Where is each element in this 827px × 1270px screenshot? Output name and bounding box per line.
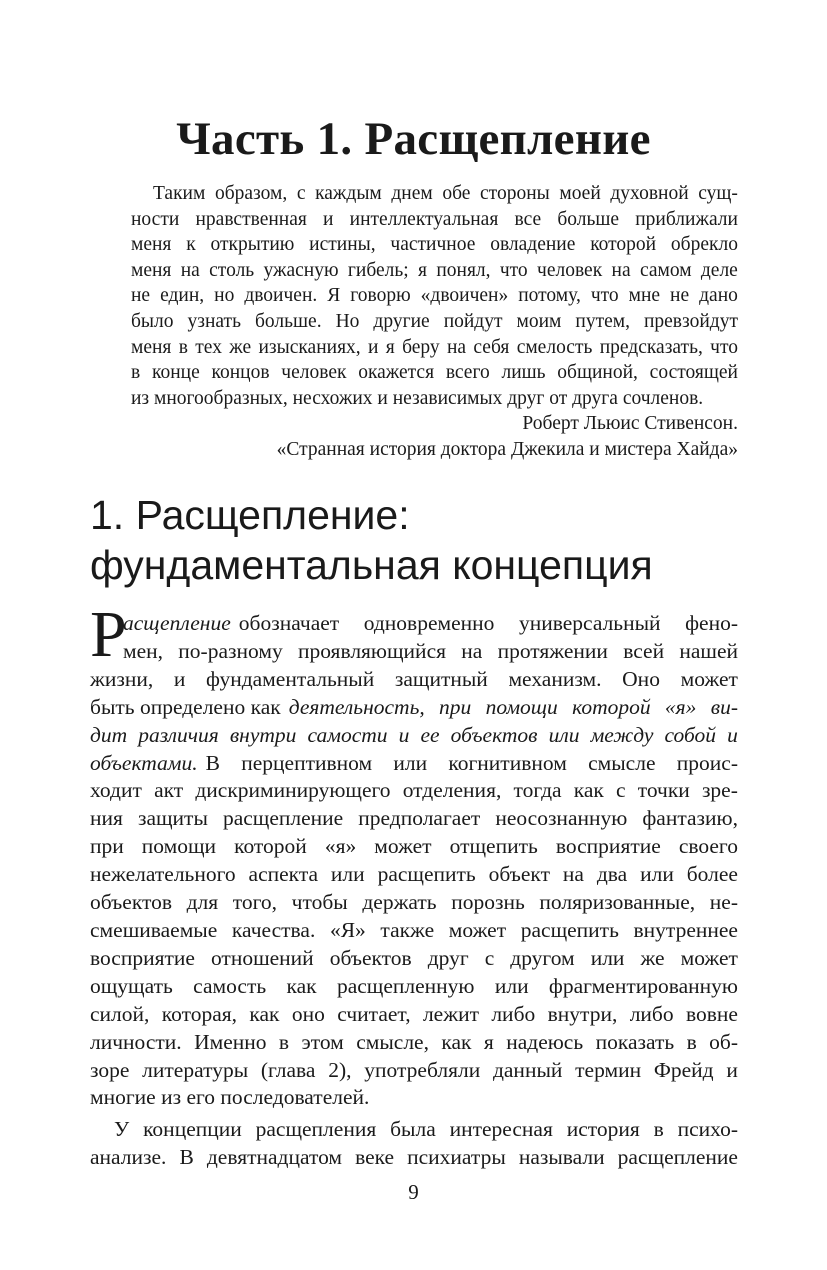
word: история <box>566 1117 640 1142</box>
word: с <box>484 945 495 970</box>
word: «Я» <box>329 917 366 942</box>
word: окажется <box>358 362 435 384</box>
word: либо <box>491 1001 536 1026</box>
word: акт <box>154 778 184 803</box>
word: показать <box>595 1029 675 1054</box>
text-line <box>90 694 738 722</box>
word: как <box>249 1001 280 1026</box>
epigraph-text <box>131 181 738 411</box>
word: термин <box>575 1057 642 1082</box>
word: (глава <box>260 1057 316 1082</box>
word: приближали <box>635 208 738 230</box>
word: своего <box>678 834 738 859</box>
word: и <box>726 1057 738 1082</box>
epigraph-source: «Странная история доктора Джекила и мистера Хайда» <box>276 438 738 460</box>
word: беру <box>402 336 440 358</box>
word: расщепление <box>617 1145 738 1170</box>
word: психо- <box>677 1117 738 1142</box>
word: же <box>229 336 252 358</box>
word: или <box>548 722 580 747</box>
word: объектов <box>90 890 172 915</box>
word: Таким <box>153 183 206 204</box>
word: духовной <box>610 183 689 204</box>
word: либо <box>629 1001 674 1026</box>
word: порознь <box>451 890 525 915</box>
word: говорю <box>350 285 411 307</box>
word: считает, <box>337 1001 411 1026</box>
word: внутреннее <box>633 917 738 942</box>
word: двоичен. <box>244 285 318 307</box>
epigraph-line <box>131 258 738 284</box>
word: не <box>670 285 690 307</box>
word: зре- <box>701 778 738 803</box>
word: надеюсь <box>506 1029 584 1054</box>
word: и <box>398 722 410 747</box>
word: гибель; <box>347 259 409 281</box>
epigraph-line <box>131 360 738 386</box>
text-line <box>90 861 738 889</box>
text-line <box>90 805 738 833</box>
word: самость <box>193 973 267 998</box>
word: тех <box>195 336 222 358</box>
epigraph <box>131 181 738 463</box>
word: внутри, <box>547 1001 618 1026</box>
epigraph-author: Роберт Льюис Стивенсон. <box>522 413 738 435</box>
word: механизм. <box>508 666 602 691</box>
page-number: 9 <box>408 1180 419 1204</box>
text-line <box>90 1144 738 1172</box>
word: личности. <box>90 1029 182 1054</box>
word: частичное <box>390 234 476 256</box>
word: смысле, <box>356 1029 429 1054</box>
text-span: обозначает одновременно универсальный фено- <box>238 611 738 635</box>
word: же <box>640 945 665 970</box>
word: каждым <box>315 183 382 204</box>
word: мне <box>628 285 661 307</box>
word: которая, <box>161 1001 238 1026</box>
chapter-title-line-1: 1. Расщепление: <box>90 492 410 538</box>
word: пойдут <box>443 310 503 332</box>
word: расщепить <box>520 917 619 942</box>
word: но <box>214 285 235 307</box>
text-line <box>90 889 738 917</box>
text-line <box>90 973 738 1001</box>
word: отщепить <box>449 834 538 859</box>
word: неосознанную <box>495 806 628 831</box>
word: того, <box>232 890 278 915</box>
word: концов <box>211 362 270 384</box>
word: может <box>374 834 432 859</box>
word: собой <box>664 722 717 747</box>
word: потому, <box>518 285 581 307</box>
word: конце <box>151 362 200 384</box>
text-line: многие из его последователей. <box>90 1085 370 1110</box>
word: объектов <box>450 722 538 747</box>
word: я <box>385 336 395 358</box>
word: в <box>653 1117 664 1142</box>
word: точки <box>637 778 690 803</box>
word: употребляли <box>364 1057 481 1082</box>
word: ходит <box>90 778 142 803</box>
word: превзойдут <box>643 310 738 332</box>
text-line <box>90 722 738 750</box>
word: я <box>483 1029 494 1054</box>
word: поляризованные, <box>539 890 696 915</box>
word: на <box>446 336 467 358</box>
word: этом <box>301 1029 344 1054</box>
word: един, <box>160 285 205 307</box>
word: В <box>179 1145 194 1170</box>
text-line <box>90 750 738 778</box>
word: с <box>616 778 626 803</box>
word: литературы <box>142 1057 249 1082</box>
word: между <box>590 722 654 747</box>
word: или <box>494 973 529 998</box>
word: ее <box>420 722 440 747</box>
word: моим <box>516 310 562 332</box>
word: для <box>186 890 219 915</box>
drop-cap: Р <box>90 598 127 671</box>
word: на <box>180 259 200 281</box>
word: моей <box>559 183 601 204</box>
text-span: мен, по-разному проявляющийся на протяжении всей нашей <box>123 638 738 663</box>
text-span: В перцептивном или когнитивном смысле проис- <box>205 750 738 775</box>
word: отделения, <box>402 778 502 803</box>
text-line <box>90 1116 738 1144</box>
word: меня <box>131 234 172 256</box>
word: с <box>296 183 306 204</box>
word: в <box>131 362 141 384</box>
word: качества. <box>231 917 316 942</box>
word: может <box>680 666 738 691</box>
word: об- <box>709 1029 738 1054</box>
word: что <box>590 285 619 307</box>
word: к <box>186 234 196 256</box>
word: психиатры <box>407 1145 506 1170</box>
text-line <box>90 610 738 638</box>
body-text <box>90 610 738 1172</box>
text-line <box>90 917 738 945</box>
word: в <box>178 336 188 358</box>
word: стороны <box>480 183 550 204</box>
word: называли <box>518 1145 605 1170</box>
word: Оно <box>622 666 660 691</box>
text-line <box>90 777 738 805</box>
word: больше <box>557 208 620 230</box>
word: различия <box>138 722 219 747</box>
word: всего <box>445 362 490 384</box>
word: не- <box>709 890 738 915</box>
word: «я» <box>324 834 357 859</box>
word: смелость <box>516 336 593 358</box>
word: анализе. <box>90 1145 167 1170</box>
text-line <box>90 1001 738 1029</box>
word: расщепления <box>255 1117 377 1142</box>
word: «двоичен» <box>420 285 509 307</box>
word: самости <box>307 722 388 747</box>
word: друг <box>427 945 469 970</box>
word: сущ- <box>698 183 738 204</box>
word: или <box>590 945 625 970</box>
word: в <box>686 1029 697 1054</box>
word: дит <box>90 722 128 747</box>
chapter-title-line-2: фундаментальная концепция <box>90 542 653 588</box>
word: как <box>573 778 604 803</box>
word: овладение <box>490 234 576 256</box>
word: тогда <box>513 778 562 803</box>
word: или <box>330 862 365 887</box>
word: понял, <box>436 259 491 281</box>
word: расщепленную <box>336 973 475 998</box>
word: было <box>131 310 174 332</box>
text-line <box>90 666 738 694</box>
text-span: быть определено как <box>90 694 281 719</box>
word: интересная <box>449 1117 553 1142</box>
word: днем <box>391 183 433 204</box>
word: дано <box>699 285 738 307</box>
word: 2), <box>328 1057 352 1082</box>
word: девятнадцатом <box>206 1145 343 1170</box>
word: объект <box>488 862 550 887</box>
word: помощи <box>141 834 217 859</box>
word: на <box>611 259 631 281</box>
word: изысканиях, <box>258 336 361 358</box>
word: лежит <box>422 1001 479 1026</box>
word: при <box>90 834 124 859</box>
word: предполагает <box>358 806 481 831</box>
word: была <box>390 1117 436 1142</box>
word: чтобы <box>291 890 348 915</box>
word: защитный <box>394 666 488 691</box>
epigraph-line <box>131 207 738 233</box>
word: Фрейд <box>653 1057 714 1082</box>
text-line <box>90 1029 738 1057</box>
word: держать <box>362 890 437 915</box>
epigraph-line <box>131 181 738 207</box>
word: жизни, <box>90 666 154 691</box>
word: нравственная <box>195 208 307 230</box>
word: состоящей <box>649 362 738 384</box>
word: которой <box>234 834 307 859</box>
epigraph-line <box>131 283 738 309</box>
italic-span: деятельность, при помощи которой «я» ви- <box>288 694 738 719</box>
word: также <box>380 917 435 942</box>
text-line <box>90 1057 738 1085</box>
word: смешиваемые <box>90 917 218 942</box>
word: восприятие <box>555 834 661 859</box>
word: деле <box>700 259 738 281</box>
word: все <box>514 208 542 230</box>
word: и <box>368 336 379 358</box>
word: не <box>131 285 151 307</box>
word: защиты <box>137 806 208 831</box>
word: как <box>286 973 317 998</box>
word: ния <box>90 806 123 831</box>
epigraph-line <box>131 309 738 335</box>
word: интеллектуальная <box>349 208 499 230</box>
word: внутри <box>229 722 297 747</box>
word: может <box>680 945 738 970</box>
word: вовне <box>685 1001 738 1026</box>
part-title: Часть 1. Расщепление <box>176 113 651 165</box>
word: что <box>499 259 528 281</box>
word: самом <box>639 259 692 281</box>
word: человек <box>537 259 603 281</box>
italic-term: асщепление <box>123 611 231 635</box>
epigraph-line <box>131 232 738 258</box>
text-line <box>90 833 738 861</box>
word: Именно <box>194 1029 267 1054</box>
word: два <box>596 862 628 887</box>
word: веке <box>355 1145 395 1170</box>
word: фантазию, <box>642 806 738 831</box>
text-line <box>90 945 738 973</box>
word: зоре <box>90 1057 130 1082</box>
word: меня <box>131 336 172 358</box>
word: открытию <box>210 234 295 256</box>
epigraph-line <box>131 335 738 361</box>
word: данный <box>492 1057 563 1082</box>
word: путем, <box>575 310 630 332</box>
word: обрекло <box>670 234 738 256</box>
word: расщепление <box>222 806 344 831</box>
word: человек <box>281 362 347 384</box>
word: фундаментальный <box>206 666 375 691</box>
word: другие <box>373 310 430 332</box>
word: восприятие <box>90 945 195 970</box>
word: аспекта <box>248 862 319 887</box>
word: объектов <box>329 945 412 970</box>
word: ужасную <box>263 259 339 281</box>
text-line <box>90 638 738 666</box>
word: общиной, <box>557 362 638 384</box>
word: другом <box>510 945 575 970</box>
word: Я <box>327 285 341 307</box>
word: в <box>278 1029 290 1054</box>
word: Но <box>335 310 360 332</box>
word: на <box>562 862 584 887</box>
word: фрагментированную <box>548 973 738 998</box>
word: может <box>448 917 507 942</box>
word: оно <box>291 1001 325 1026</box>
word: силой, <box>90 1001 150 1026</box>
word: и <box>727 722 738 747</box>
word: расщепить <box>377 862 476 887</box>
word: которой <box>590 234 657 256</box>
word: узнать <box>187 310 241 332</box>
word: ощущать <box>90 973 173 998</box>
word: себя <box>473 336 510 358</box>
word: меня <box>131 259 172 281</box>
word: нежелательного <box>90 862 236 887</box>
epigraph-line: из многообразных, несхожих и независимых друг от друга сочленов. <box>131 387 704 409</box>
word: больше. <box>254 310 322 332</box>
word: как <box>441 1029 472 1054</box>
word: отношений <box>210 945 314 970</box>
word: ности <box>131 208 180 230</box>
word: истины, <box>309 234 376 256</box>
word: более <box>686 862 738 887</box>
word: я <box>418 259 427 281</box>
word: дискриминирующего <box>195 778 391 803</box>
word: что <box>710 336 738 358</box>
word: лишь <box>501 362 546 384</box>
chapter-title <box>90 490 750 590</box>
word: и <box>173 666 186 691</box>
italic-span: объектами. <box>90 750 198 775</box>
word: образом, <box>214 183 288 204</box>
word: и <box>323 208 334 230</box>
word: предсказать, <box>599 336 703 358</box>
word: обе <box>442 183 471 204</box>
word: У <box>114 1117 130 1142</box>
word: концепции <box>143 1117 242 1142</box>
word: столь <box>209 259 255 281</box>
word: или <box>640 862 674 887</box>
